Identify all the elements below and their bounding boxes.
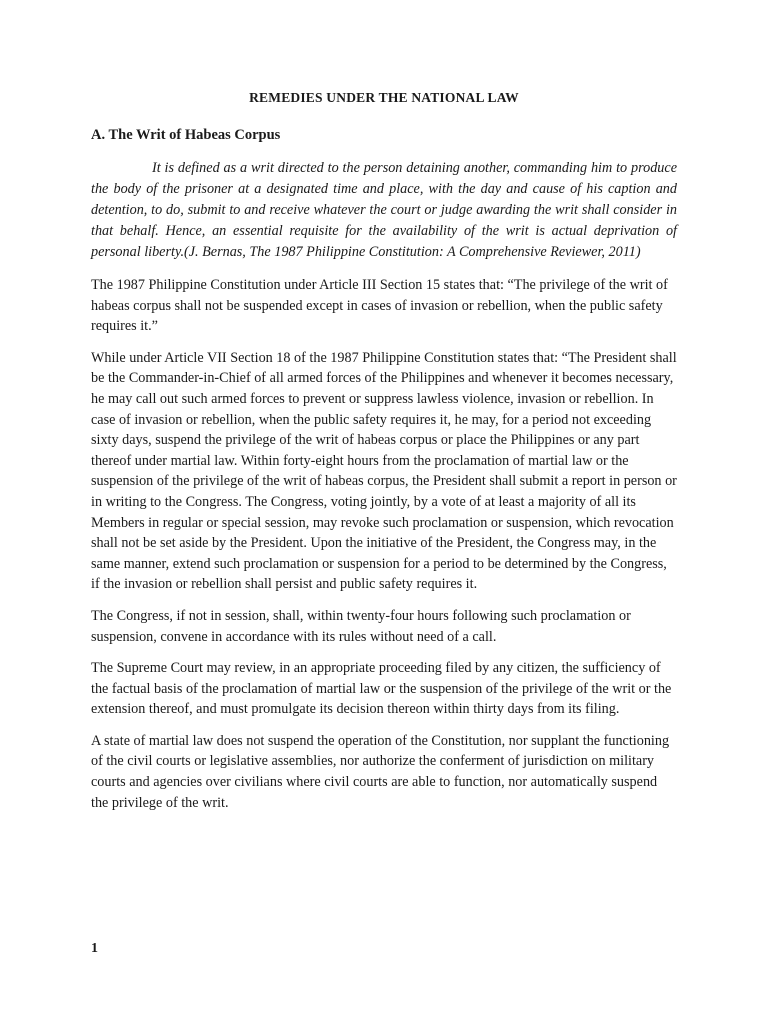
document-page [91, 88, 677, 824]
paragraph-article-vii: While under Article VII Section 18 of the 1987 Philippine Constitution states that: “The President shall be the Commander-in-Chief of all armed forces of the Philippines and whenever it becomes necessary, he may call out such armed forces to prevent or suppress lawless violence, invasion or rebellion. In case of invasion or rebellion, when the public safety requires it, he may, for a period not exceeding sixty days, suspend the privilege of the writ of habeas corpus or place the Philippines or any part thereof under martial law. Within forty-eight hours from the proclamation of martial law or the suspension of the privilege of the writ of habeas corpus, the President shall submit a report in person or in writing to the Congress. The Congress, voting jointly, by a vote of at least a majority of all its Members in regular or special session, may revoke such proclamation or suspension, which revocation shall not be set aside by the President. Upon the initiative of the President, the Congress may, in the same manner, extend such proclamation or suspension for a period to be determined by the Congress, if the invasion or rebellion shall persist and public safety requires it. [91, 349, 677, 593]
definition-paragraph: It is defined as a writ directed to the person detaining another, commanding him to produce the body of the prisoner at a designated time and place, with the day and cause of his caption and detention, to do, submit to and receive whatever the court or judge awarding the writ shall consider in that behalf. Hence, an essential requisite for the availability of the writ is actual deprivation of personal liberty.(J. Bernas, The 1987 Philippine Constitution: A Comprehensive Reviewer, 2011) [91, 160, 677, 260]
page-number: 1 [91, 941, 98, 956]
paragraph-congress-session: The Congress, if not in session, shall, within twenty-four hours following such proclamation or suspension, convene in accordance with its rules without need of a call. [91, 607, 631, 645]
paragraph-martial-law: A state of martial law does not suspend the operation of the Constitution, nor supplant the functioning of the civil courts or legislative assemblies, nor authorize the conferment of jurisdiction on military courts and agencies over civilians where civil courts are able to function, nor automatically suspend the privilege of the writ. [91, 732, 670, 811]
paragraph-supreme-court: The Supreme Court may review, in an appropriate proceeding filed by any citizen, the sufficiency of the factual basis of the proclamation of martial law or the suspension of the privilege of the writ or the extension thereof, and must promulgate its decision thereon within thirty days from its filing. [91, 660, 672, 718]
section-heading: A. The Writ of Habeas Corpus [91, 127, 281, 143]
paragraph-article-iii: The 1987 Philippine Constitution under Article III Section 15 states that: “The privilege of the writ of habeas corpus shall not be suspended except in cases of invasion or rebellion, when the public safety requires it.” [91, 277, 668, 335]
document-title: REMEDIES UNDER THE NATIONAL LAW [249, 90, 519, 105]
